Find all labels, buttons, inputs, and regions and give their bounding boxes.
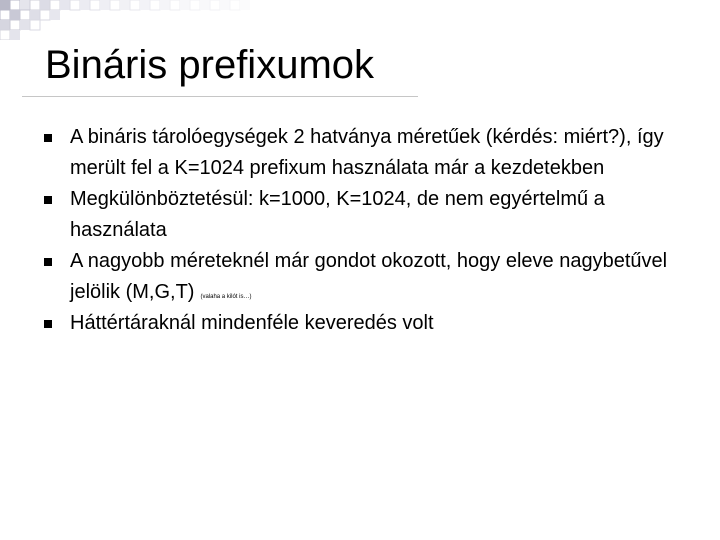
square-bullet-icon <box>44 320 52 328</box>
bullet-item <box>70 246 700 308</box>
bullet-text: A nagyobb méreteknél már gondot okozott, hogy eleve nagybetűvel jelölik (M,G,T) <box>70 250 668 303</box>
square-bullet-icon <box>44 196 52 204</box>
bullet-list <box>70 122 700 339</box>
bullet-item <box>70 308 700 339</box>
bullet-item <box>70 122 700 184</box>
bullet-item <box>70 184 700 246</box>
bullet-text: A bináris tárolóegységek 2 hatványa méretűek (kérdés: miért?), így merült fel a K=1024 prefixum használata már a kezdetekben <box>70 126 664 179</box>
square-bullet-icon <box>44 258 52 266</box>
slide-title: Bináris prefixumok <box>45 43 375 87</box>
bullet-text: Háttértáraknál mindenféle keveredés volt <box>70 312 434 334</box>
decorative-squares-header <box>0 0 720 40</box>
bullet-footnote: (valaha a kilót is…) <box>200 294 252 300</box>
square-bullet-icon <box>44 134 52 142</box>
title-underline <box>22 96 418 97</box>
bullet-text: Megkülönböztetésül: k=1000, K=1024, de nem egyértelmű a használata <box>70 188 605 241</box>
